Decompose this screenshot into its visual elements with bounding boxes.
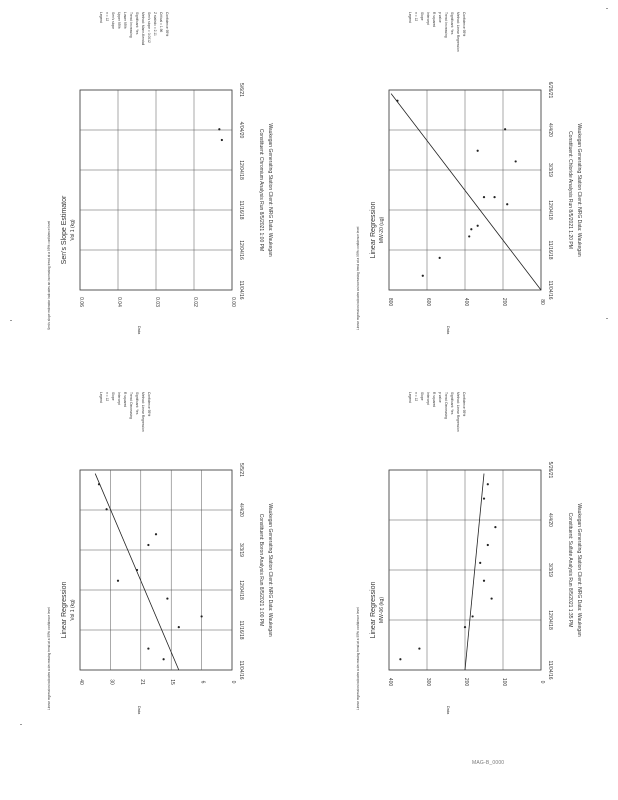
y-tick-label: 800 — [387, 297, 393, 307]
data-point — [477, 225, 479, 227]
legend-entry: Method: Linear Regression — [456, 12, 460, 52]
legend-entry: Intercept — [426, 12, 430, 25]
chart-title: Linear Regression — [370, 581, 377, 639]
data-point — [504, 128, 506, 130]
scan-speck — [606, 8, 608, 9]
x-tick-label: 11/04/16 — [238, 660, 244, 680]
y-tick-label: 15 — [169, 679, 176, 685]
legend-entry: R squared — [432, 12, 436, 28]
header-note: Linear regression indicates a decreasing trend at a 95% confidence level — [356, 607, 360, 710]
chart-svg — [309, 0, 618, 360]
x-tick-label: 3/3/19 — [547, 163, 553, 177]
y-tick-label: 30 — [108, 679, 115, 685]
x-tick-label: 11/04/16 — [238, 280, 244, 300]
header-note: Sen's slope estimator indicates an increasing trend at a 95% confidence level — [47, 220, 51, 330]
legend-entry: Legend — [99, 12, 103, 24]
x-tick-label: 11/16/18 — [238, 620, 244, 640]
data-point — [483, 580, 485, 582]
data-point — [201, 615, 203, 617]
chart-panel-regression-mw20 — [309, 0, 618, 360]
legend-entry: Significant: Yes — [135, 392, 139, 415]
footer-note: Data — [137, 325, 142, 335]
legend-entry: Slope — [420, 12, 424, 21]
chart-title: Sen's Slope Estimator — [61, 195, 68, 265]
y-tick-label: 40 — [78, 679, 84, 685]
chart-svg — [0, 380, 309, 740]
y-tick-label: 100 — [501, 677, 507, 687]
legend-entry: n = 12 — [105, 12, 109, 22]
data-point — [147, 647, 149, 649]
x-tick-label: 5/6/21 — [238, 83, 244, 97]
legend-entry: Trend: Increasing — [444, 12, 448, 38]
legend-entry: Trend: Decreasing — [444, 392, 448, 419]
y-axis-label: Vol 1 (kg) — [70, 599, 76, 621]
data-point — [106, 508, 108, 510]
x-tick-label: 12/04/18 — [238, 160, 244, 180]
legend-entry: Trend: Decreasing — [129, 392, 133, 419]
legend-entry: p value — [438, 12, 442, 23]
y-axis-label: Vol 1 (kg) — [70, 219, 76, 241]
caption-constituent: Constituent: Sulfate Analysis Run 8/5/2021 1:35 PM — [567, 512, 573, 628]
legend-entry: Method: Linear Regression — [141, 392, 145, 432]
chart-svg — [309, 380, 618, 740]
x-tick-label: 3/3/19 — [238, 543, 244, 557]
x-tick-label: 4/4/20 — [547, 123, 553, 137]
x-tick-label: 12/04/16 — [238, 240, 244, 260]
x-tick-label: 12/04/18 — [547, 200, 553, 220]
chart-title: Linear Regression — [370, 201, 377, 259]
x-tick-label: 4/4/20 — [547, 513, 553, 527]
data-point — [477, 150, 479, 152]
chart-panel-regression-vol1 — [0, 380, 309, 740]
x-tick-label: 12/04/18 — [238, 580, 244, 600]
legend-entry: Legend — [408, 12, 412, 24]
scan-speck — [606, 318, 608, 319]
y-tick-label: 0.03 — [154, 297, 160, 307]
caption-station: Waukegan Generating Station Client: NRG Data: Waukegan — [267, 123, 273, 257]
caption-station: Waukegan Generating Station Client: NRG Data: Waukegan — [267, 503, 273, 637]
data-point — [479, 562, 481, 564]
header-note: Linear regression indicates a decreasing trend at a 95% confidence level — [47, 607, 51, 710]
data-point — [178, 626, 180, 628]
x-tick-label: 4/4/20 — [238, 503, 244, 517]
legend-entry: Slope — [420, 392, 424, 401]
data-point — [464, 626, 466, 628]
header-note: Linear regression indicates an increasing trend at a 95% confidence level — [356, 226, 360, 330]
chart-title: Linear Regression — [61, 581, 68, 639]
legend-entry: R squared — [432, 392, 436, 408]
y-tick-label: 200 — [501, 297, 507, 307]
data-point — [468, 235, 470, 237]
y-tick-label: 200 — [463, 677, 469, 687]
data-point — [487, 544, 489, 546]
plot-frame — [80, 470, 232, 670]
legend-entry: n = 12 — [105, 392, 109, 402]
legend-entry: Legend — [99, 392, 103, 404]
y-tick-label: 80 — [539, 299, 545, 305]
data-point — [483, 196, 485, 198]
legend-entry: Sen's slope — [111, 12, 115, 29]
data-point — [506, 203, 508, 205]
y-tick-label: 300 — [425, 677, 431, 687]
legend-entry: Critical = 1.96 — [159, 12, 163, 33]
legend-entry: p value — [438, 392, 442, 403]
scan-speck — [20, 724, 22, 725]
data-point — [399, 658, 401, 660]
legend-entry: n = 12 — [414, 12, 418, 22]
x-tick-label: 4/04/20 — [238, 121, 244, 139]
y-tick-label: 6 — [199, 680, 206, 684]
legend-entry: Slope — [111, 392, 115, 401]
data-point — [218, 128, 220, 130]
data-point — [487, 483, 489, 485]
footer-note: Data — [446, 705, 451, 715]
x-tick-label: 11/04/16 — [547, 280, 553, 300]
legend-entry: Confidence 95% — [147, 392, 151, 417]
y-tick-label: 0.00 — [230, 297, 236, 307]
legend-entry: Intercept — [426, 392, 430, 405]
data-point — [491, 597, 493, 599]
legend-entry: Method: Linear Regression — [456, 392, 460, 432]
x-tick-label: 5/5/21 — [238, 463, 244, 477]
caption-constituent: Constituent: Chromium Analysis Run 8/5/2021 1:00 PM — [258, 128, 264, 252]
caption-constituent: Constituent: Boron Analysis Run 8/5/2021 1:00 PM — [258, 513, 264, 627]
legend-entry: Significant: Yes — [450, 392, 454, 415]
caption-station: Waukegan Generating Station Client: NRG Data: Waukegan — [576, 503, 582, 637]
data-point — [147, 544, 149, 546]
trend-line — [465, 474, 484, 670]
footer-note: Data — [446, 325, 451, 335]
data-point — [472, 615, 474, 617]
legend-entry: R squared — [123, 392, 127, 408]
legend-entry: Sen's slope = 0.0012 — [147, 12, 151, 43]
y-tick-label: 0 — [230, 680, 236, 684]
chart-panel-sens-slope — [0, 0, 309, 360]
data-point — [166, 597, 168, 599]
x-tick-label: 5/26/21 — [547, 461, 553, 479]
legend-entry: Significant: Yes — [135, 12, 139, 35]
caption-constituent: Constituent: Chloride Analysis Run 8/5/2021 1:20 PM — [567, 131, 573, 249]
y-tick-label: 0.06 — [78, 297, 84, 307]
trend-line — [95, 474, 179, 670]
legend-entry: Legend — [408, 392, 412, 404]
legend-entry: Intercept — [117, 392, 121, 405]
legend-entry: Z statistic = 2.11 — [153, 12, 157, 36]
y-tick-label: 0.02 — [192, 297, 198, 307]
x-tick-label: 12/04/18 — [547, 610, 553, 630]
legend-entry: Significant: Yes — [450, 12, 454, 35]
x-tick-label: 3/3/19 — [547, 563, 553, 577]
legend-entry: Trend: Increasing — [129, 12, 133, 38]
y-tick-label: 21 — [138, 679, 145, 685]
x-tick-label: 11/16/18 — [547, 240, 553, 260]
y-tick-label: 0.04 — [116, 297, 122, 307]
x-tick-label: 11/04/16 — [547, 660, 553, 680]
data-point — [422, 275, 424, 277]
caption-station: Waukegan Generating Station Client: NRG Data: Waukegan — [576, 123, 582, 257]
trend-line — [391, 94, 541, 290]
chart-svg — [0, 0, 309, 360]
legend-entry: Upper 95% — [117, 12, 121, 29]
x-tick-label: 11/16/18 — [238, 200, 244, 220]
chart-panel-regression-mw06 — [309, 380, 618, 740]
data-point — [155, 533, 157, 535]
data-point — [163, 658, 165, 660]
legend-entry: Confidence 95% — [462, 12, 466, 37]
legend-entry: Method: Mann-Kendall — [141, 12, 145, 46]
y-tick-label: 400 — [387, 677, 393, 687]
x-tick-label: 6/26/21 — [547, 81, 553, 99]
data-point — [418, 647, 420, 649]
data-point — [439, 257, 441, 259]
data-point — [221, 139, 223, 141]
document-id: MAG-B_0000 — [472, 760, 505, 766]
y-tick-label: 0 — [539, 680, 545, 684]
footer-note: Data — [137, 705, 142, 715]
data-point — [493, 196, 495, 198]
legend-entry: Confidence 95% — [165, 12, 169, 37]
data-point — [483, 497, 485, 499]
legend-entry: Confidence 95% — [462, 392, 466, 417]
legend-entry: n = 12 — [414, 392, 418, 402]
data-point — [117, 580, 119, 582]
y-axis-label: MW-20 (ug) — [379, 216, 385, 244]
data-point — [470, 228, 472, 230]
y-tick-label: 600 — [425, 297, 431, 307]
data-point — [494, 526, 496, 528]
legend-entry: Lower 95% — [123, 12, 127, 29]
y-axis-label: MW-06 (kg) — [379, 596, 385, 624]
data-point — [515, 160, 517, 162]
y-tick-label: 400 — [463, 297, 469, 307]
scan-speck — [10, 320, 12, 321]
